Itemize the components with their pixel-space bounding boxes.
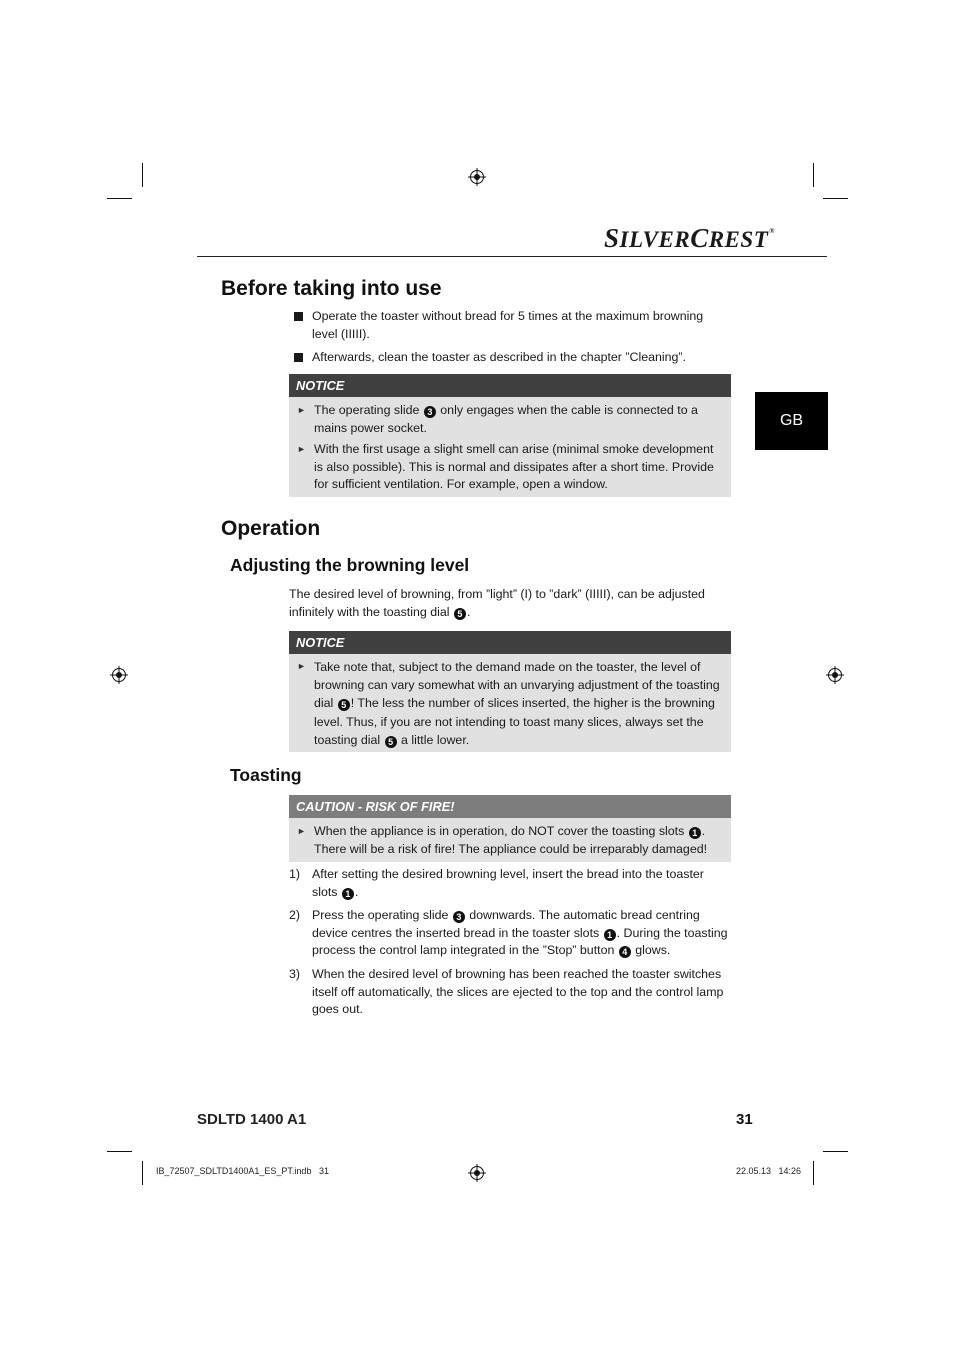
square-bullet-icon xyxy=(294,353,303,362)
arrow-bullet-icon: ► xyxy=(297,826,306,836)
browning-paragraph: The desired level of browning, from ”light” (I) to ”dark” (IIIII), can be adjusted infinitely with the toasting dial 5 . xyxy=(289,587,705,619)
caution-box xyxy=(289,795,731,862)
brand-logo: SILVERCREST® xyxy=(604,223,775,253)
subsection-title-browning: Adjusting the browning level xyxy=(230,555,470,575)
print-slug-file: IB_72507_SDLTD1400A1_ES_PT.indb 31 xyxy=(156,1166,329,1176)
caution-item: ► When the appliance is in operation, do NOT cover the toasting slots 1 . There will be a risk of fire! The appliance could be irreparably damaged! xyxy=(289,823,731,858)
step-item: 3) When the desired level of browning has been reached the toaster switches itself off automatically, the slices are ejected to the top and the control lamp goes out. xyxy=(289,967,724,1017)
crop-mark xyxy=(107,1151,132,1152)
notice-item: ► The operating slide 3 only engages when the cable is connected to a mains power socket. xyxy=(289,402,731,437)
notice-box xyxy=(289,631,731,752)
registration-mark-icon xyxy=(468,1164,486,1182)
step-item: 1) After setting the desired browning level, insert the bread into the toaster slots 1 . xyxy=(289,867,704,899)
ref-number-icon: 3 xyxy=(453,911,465,923)
ref-number-icon: 1 xyxy=(604,929,616,941)
ref-number-icon: 5 xyxy=(454,608,466,620)
crop-mark xyxy=(813,1161,814,1185)
crop-mark xyxy=(823,198,848,199)
notice-box xyxy=(289,374,731,497)
bullet-item: Operate the toaster without bread for 5 times at the maximum browning level (IIIII). xyxy=(294,308,714,343)
crop-mark xyxy=(142,163,143,187)
header-rule xyxy=(197,256,827,257)
page-number: 31 xyxy=(736,1111,753,1128)
crop-mark xyxy=(107,198,132,199)
subsection-title-toasting: Toasting xyxy=(230,765,302,785)
ref-number-icon: 3 xyxy=(424,406,436,418)
registration-mark-icon xyxy=(826,666,844,684)
model-number: SDLTD 1400 A1 xyxy=(197,1111,307,1128)
section-title-before-use: Before taking into use xyxy=(221,277,442,300)
arrow-bullet-icon: ► xyxy=(297,405,306,415)
notice-header: NOTICE xyxy=(289,631,731,654)
registration-mark-icon xyxy=(110,666,128,684)
notice-item: ► Take note that, subject to the demand made on the toaster, the level of browning can vary somewhat with an unvarying adjustment of the toasting dial 5 ! The less the number of slices inserted, the higher is the browning level. Thus, if you are not intending to toast many slices, always set the toasting dial 5 a little lower. xyxy=(289,658,731,749)
ref-number-icon: 1 xyxy=(342,888,354,900)
ref-number-icon: 5 xyxy=(385,736,397,748)
language-tab: GB xyxy=(755,392,828,450)
ref-number-icon: 5 xyxy=(338,699,350,711)
crop-mark xyxy=(823,1151,848,1152)
caution-header: CAUTION - RISK OF FIRE! xyxy=(289,795,731,818)
notice-item: ► With the first usage a slight smell can arise (minimal smoke development is also possible). This is normal and dissipates after a short time. Provide for sufficient ventilation. For example, open a window. xyxy=(289,441,731,494)
square-bullet-icon xyxy=(294,312,303,321)
registration-mark-icon xyxy=(468,168,486,186)
print-slug-datetime: 22.05.13 14:26 xyxy=(736,1166,802,1176)
bullet-item: Afterwards, clean the toaster as described in the chapter ”Cleaning”. xyxy=(294,349,734,367)
notice-header: NOTICE xyxy=(289,374,731,397)
section-title-operation: Operation xyxy=(221,517,321,540)
crop-mark xyxy=(813,163,814,187)
crop-mark xyxy=(142,1161,143,1185)
ref-number-icon: 4 xyxy=(619,946,631,958)
ref-number-icon: 1 xyxy=(689,827,701,839)
arrow-bullet-icon: ► xyxy=(297,661,306,671)
arrow-bullet-icon: ► xyxy=(297,444,306,455)
step-item: 2) Press the operating slide 3 downwards. The automatic bread centring device centres the inserted bread in the toaster slots 1 . During the toasting process the control lamp integrated in the ”Stop” button 4 glows. xyxy=(289,908,728,958)
